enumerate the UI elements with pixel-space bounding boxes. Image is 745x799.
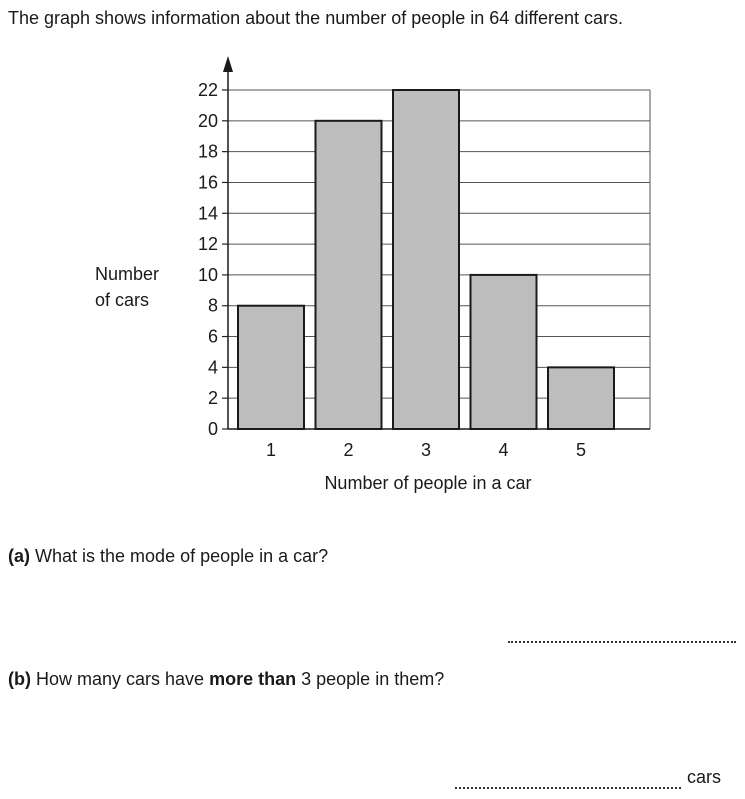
question-a-label: (a) <box>8 546 30 566</box>
question-b-bold: more than <box>209 669 297 689</box>
bar-3 <box>393 90 459 429</box>
y-tick-label: 22 <box>197 80 218 100</box>
x-tick-label: 5 <box>575 440 587 460</box>
x-tick-label: 1 <box>265 440 277 460</box>
y-axis-label-line-1: Number <box>95 264 160 284</box>
y-tick-label: 10 <box>197 264 218 285</box>
y-tick-label: 18 <box>197 141 218 162</box>
y-tick-label: 12 <box>197 234 218 255</box>
answer-a-field[interactable] <box>508 641 736 643</box>
question-b-text-after: 3 people in them? <box>301 669 445 689</box>
question-b <box>8 669 444 690</box>
answer-b-field[interactable] <box>455 787 681 789</box>
y-tick-label: 8 <box>207 295 218 316</box>
y-tick-label: 14 <box>197 203 218 224</box>
y-tick-label: 2 <box>207 388 218 409</box>
x-tick-label: 3 <box>420 440 432 460</box>
question-b-label: (b) <box>8 669 31 689</box>
question-b-text-before: How many cars have <box>36 669 205 689</box>
x-tick-label: 4 <box>498 440 509 460</box>
intro-text: The graph shows information about the number of people in 64 different cars. <box>8 8 624 28</box>
bar-4 <box>471 275 537 429</box>
question-a-text: What is the mode of people in a car? <box>35 546 329 566</box>
bar-1 <box>238 306 304 429</box>
answer-b-unit: cars <box>687 767 722 787</box>
x-axis-label: Number of people in a car <box>324 473 532 493</box>
y-tick-label: 6 <box>207 326 218 347</box>
x-tick-label: 2 <box>343 440 354 460</box>
y-axis-arrow-icon <box>223 56 233 72</box>
y-tick-label: 0 <box>207 419 218 439</box>
y-tick-label: 16 <box>197 172 218 193</box>
y-tick-label: 20 <box>197 110 218 131</box>
bar-2 <box>316 121 382 429</box>
y-axis-label-line-2: of cars <box>95 290 150 310</box>
question-a <box>8 546 328 567</box>
y-tick-label: 4 <box>207 357 218 378</box>
bar-5 <box>548 367 614 429</box>
